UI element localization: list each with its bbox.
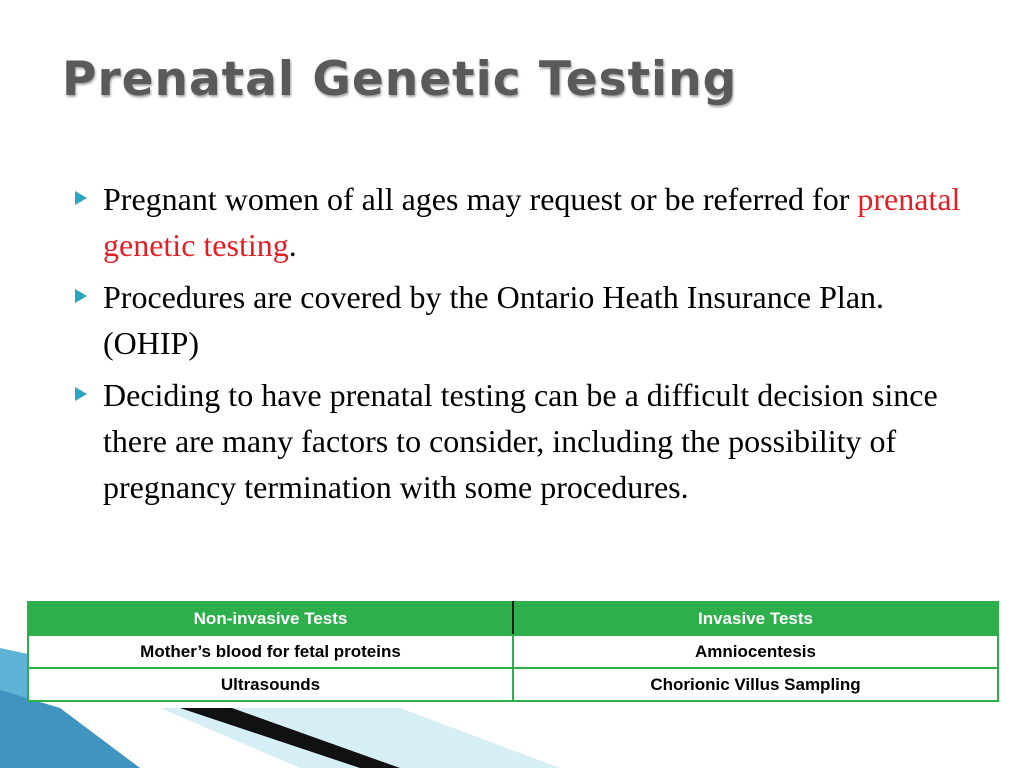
table-cell: Ultrasounds xyxy=(28,668,513,701)
bullet-text-after: . xyxy=(288,227,297,263)
slide-title: Prenatal Genetic Testing xyxy=(62,52,738,107)
header-non-invasive: Non-invasive Tests xyxy=(28,602,513,635)
tests-table xyxy=(27,601,999,702)
table-row xyxy=(28,668,998,701)
bullet-text-before: Pregnant women of all ages may request or be referred for xyxy=(103,181,858,217)
table-cell: Chorionic Villus Sampling xyxy=(513,668,998,701)
header-invasive: Invasive Tests xyxy=(513,602,998,635)
bullet-text: Procedures are covered by the Ontario Heath Insurance Plan. (OHIP) xyxy=(103,279,885,361)
bullet-text: Deciding to have prenatal testing can be a difficult decision since there are many factors to consider, including the possibility of pregnancy termination with some procedures. xyxy=(103,377,938,505)
table-cell: Amniocentesis xyxy=(513,635,998,668)
table-cell: Mother’s blood for fetal proteins xyxy=(28,635,513,668)
highlighted-term: prenatal genetic testing xyxy=(103,181,961,263)
table-row xyxy=(28,635,998,668)
table-header-row xyxy=(28,602,998,635)
